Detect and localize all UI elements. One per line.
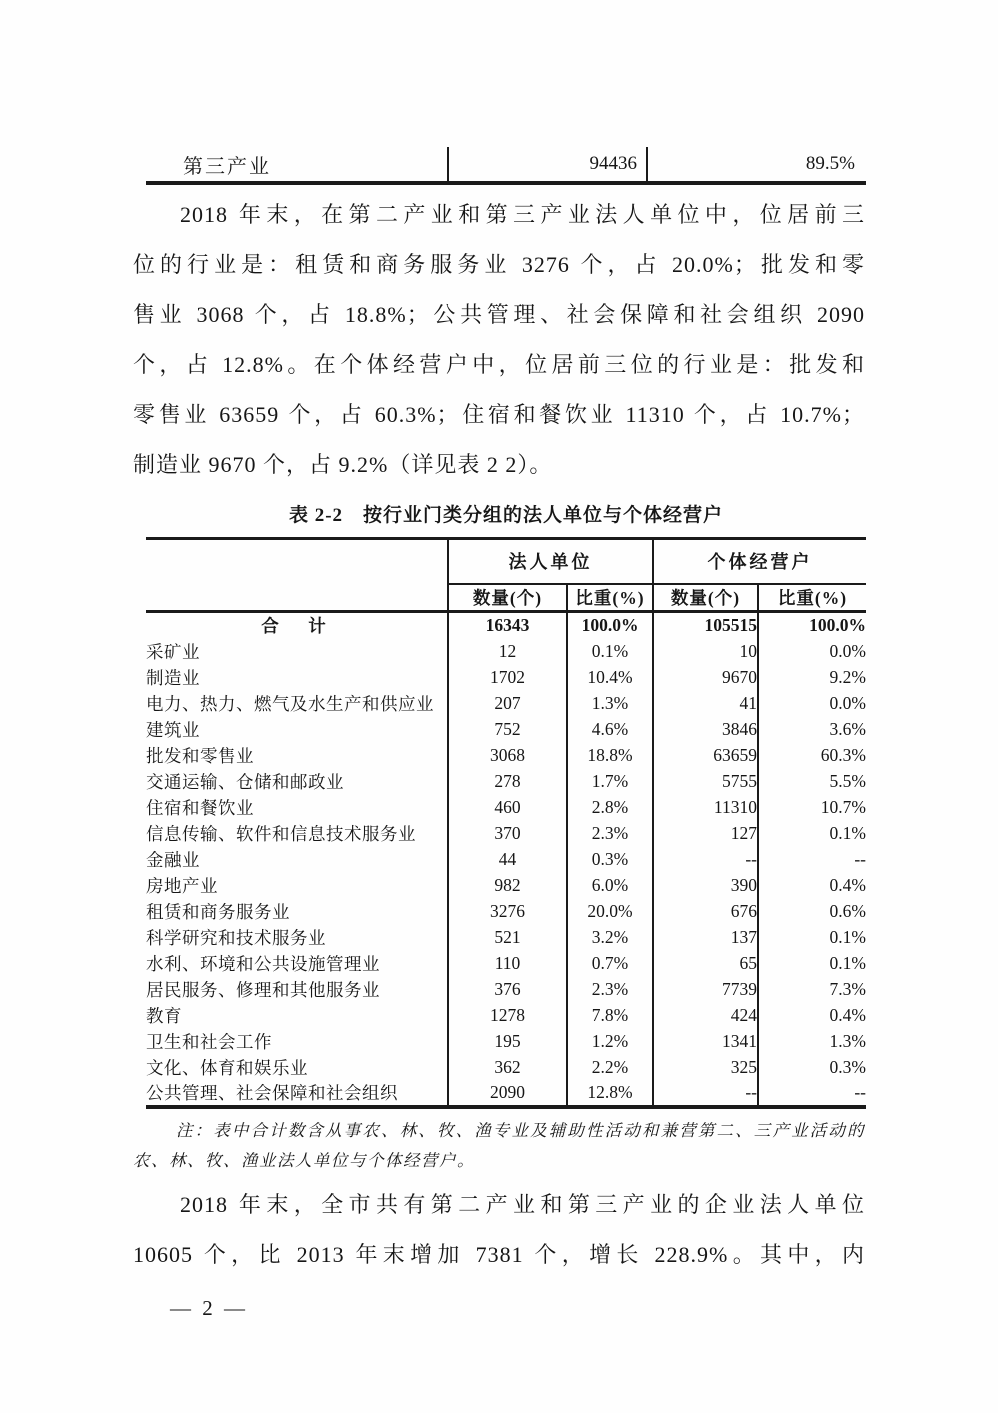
- legal-count-cell: 16343: [448, 612, 567, 639]
- indiv-count-cell: 11310: [653, 794, 758, 820]
- indiv-count-cell: 9670: [653, 664, 758, 690]
- legal-count-cell: 376: [448, 976, 567, 1002]
- table-row: [146, 147, 866, 181]
- note-line: 注：表中合计数含从事农、林、牧、渔专业及辅助性活动和兼营第二、三产业活动的: [176, 1121, 865, 1140]
- indiv-share-cell: 0.4%: [758, 1002, 866, 1028]
- indiv-count-cell: 3846: [653, 716, 758, 742]
- legal-count-cell: 207: [448, 690, 567, 716]
- col-header-legal-count: 数量(个): [448, 584, 567, 612]
- col-header-indiv-count: 数量(个): [653, 584, 758, 612]
- indiv-count-cell: --: [653, 1080, 758, 1107]
- table-row: [146, 768, 866, 794]
- industry-cell: 水利、环境和公共设施管理业: [146, 953, 380, 974]
- industry-cell: 批发和零售业: [146, 745, 254, 766]
- table-row: [146, 794, 866, 820]
- table-row: [146, 1002, 866, 1028]
- legal-share-cell: 12.8%: [567, 1080, 653, 1107]
- paragraph-line: 2018 年末，全市共有第二产业和第三产业的企业法人单位: [180, 1192, 865, 1217]
- table-row: [146, 716, 866, 742]
- legal-count-cell: 278: [448, 768, 567, 794]
- legal-count-cell: 752: [448, 716, 567, 742]
- legal-share-cell: 18.8%: [567, 742, 653, 768]
- industry-cell: 文化、体育和娱乐业: [146, 1057, 308, 1078]
- industry-table-body: [146, 612, 866, 1108]
- table-row: [146, 1054, 866, 1080]
- group-header-legal-entities: 法人单位: [448, 539, 653, 584]
- legal-share-cell: 1.7%: [567, 768, 653, 794]
- indiv-count-cell: 676: [653, 898, 758, 924]
- industry-cell: 采矿业: [146, 641, 200, 662]
- col-header-legal-share: 比重(%): [567, 584, 653, 612]
- indiv-count-cell: 390: [653, 872, 758, 898]
- legal-share-cell: 10.4%: [567, 664, 653, 690]
- table-row: [146, 846, 866, 872]
- legal-count-cell: 370: [448, 820, 567, 846]
- share-cell: 89.5%: [805, 153, 855, 174]
- table-title: 表 2-2 按行业门类分组的法人单位与个体经营户: [288, 505, 724, 526]
- legal-count-cell: 521: [448, 924, 567, 950]
- legal-share-cell: 4.6%: [567, 716, 653, 742]
- indiv-count-cell: 41: [653, 690, 758, 716]
- legal-count-cell: 3068: [448, 742, 567, 768]
- table-row: [146, 612, 866, 639]
- page-number: — 2 —: [170, 1296, 248, 1320]
- indiv-count-cell: 5755: [653, 768, 758, 794]
- table-row: [146, 950, 866, 976]
- legal-count-cell: 1702: [448, 664, 567, 690]
- count-cell: 94436: [449, 147, 648, 181]
- indiv-share-cell: 0.1%: [758, 820, 866, 846]
- indiv-count-cell: 7739: [653, 976, 758, 1002]
- industry-cell: 住宿和餐饮业: [146, 797, 254, 818]
- indiv-share-cell: 1.3%: [758, 1028, 866, 1054]
- indiv-count-cell: 127: [653, 820, 758, 846]
- legal-share-cell: 1.2%: [567, 1028, 653, 1054]
- table-row: [146, 924, 866, 950]
- table-row: [146, 976, 866, 1002]
- legal-count-cell: 362: [448, 1054, 567, 1080]
- indiv-count-cell: --: [653, 846, 758, 872]
- legal-share-cell: 7.8%: [567, 1002, 653, 1028]
- legal-share-cell: 2.8%: [567, 794, 653, 820]
- indiv-share-cell: 100.0%: [758, 612, 866, 639]
- legal-share-cell: 2.3%: [567, 976, 653, 1002]
- indiv-share-cell: --: [758, 1080, 866, 1107]
- industry-cell: 公共管理、社会保障和社会组织: [146, 1083, 398, 1103]
- indiv-share-cell: 60.3%: [758, 742, 866, 768]
- table-row: [146, 820, 866, 846]
- industry-cell: 居民服务、修理和其他服务业: [146, 979, 380, 1000]
- indiv-share-cell: 7.3%: [758, 976, 866, 1002]
- legal-share-cell: 3.2%: [567, 924, 653, 950]
- group-header-individual-businesses: 个体经营户: [653, 539, 866, 584]
- legal-count-cell: 110: [448, 950, 567, 976]
- industry-cell: 电力、热力、燃气及水生产和供应业: [146, 693, 434, 714]
- indiv-share-cell: 0.0%: [758, 690, 866, 716]
- indiv-count-cell: 137: [653, 924, 758, 950]
- indiv-share-cell: 3.6%: [758, 716, 866, 742]
- legal-share-cell: 2.2%: [567, 1054, 653, 1080]
- legal-count-cell: 2090: [448, 1080, 567, 1107]
- indiv-share-cell: 0.3%: [758, 1054, 866, 1080]
- table-row: [146, 690, 866, 716]
- paragraph-line: 售业 3068 个，占 18.8%；公共管理、社会保障和社会组织 2090: [133, 302, 865, 327]
- industry-cell: 卫生和社会工作: [146, 1031, 272, 1052]
- legal-count-cell: 12: [448, 638, 567, 664]
- legal-share-cell: 0.3%: [567, 846, 653, 872]
- previous-table-fragment: [146, 147, 866, 185]
- indiv-share-cell: 0.4%: [758, 872, 866, 898]
- paragraph-2: [133, 1180, 865, 1280]
- legal-count-cell: 460: [448, 794, 567, 820]
- indiv-count-cell: 1341: [653, 1028, 758, 1054]
- industry-cell: 建筑业: [146, 719, 200, 740]
- industry-cell: 金融业: [146, 849, 200, 870]
- indiv-count-cell: 10: [653, 638, 758, 664]
- paragraph-line: 个，占 12.8%。在个体经营户中，位居前三位的行业是：批发和: [133, 352, 865, 377]
- table-row: [146, 638, 866, 664]
- legal-count-cell: 3276: [448, 898, 567, 924]
- paragraph-line: 位的行业是：租赁和商务服务业 3276 个，占 20.0%；批发和零: [133, 252, 865, 277]
- legal-share-cell: 2.3%: [567, 820, 653, 846]
- table-row: [146, 872, 866, 898]
- industry-cell: 房地产业: [146, 875, 218, 896]
- indiv-count-cell: 105515: [653, 612, 758, 639]
- legal-share-cell: 0.1%: [567, 638, 653, 664]
- paragraph-line: 制造业 9670 个，占 9.2%（详见表 2 2）。: [133, 452, 553, 477]
- indiv-count-cell: 63659: [653, 742, 758, 768]
- legal-share-cell: 6.0%: [567, 872, 653, 898]
- corner-cell: [146, 539, 448, 612]
- legal-share-cell: 20.0%: [567, 898, 653, 924]
- table-row: [146, 1028, 866, 1054]
- legal-count-cell: 44: [448, 846, 567, 872]
- group-header-row: [146, 539, 866, 584]
- industry-cell: 第三产业: [146, 147, 449, 181]
- paragraph-line: 2018 年末，在第二产业和第三产业法人单位中，位居前三: [180, 202, 865, 227]
- industry-table: [146, 537, 866, 1109]
- industry-cell: 合 计: [146, 612, 448, 639]
- indiv-count-cell: 325: [653, 1054, 758, 1080]
- paragraph-line: 零售业 63659 个，占 60.3%；住宿和餐饮业 11310 个，占 10.7%；: [133, 402, 865, 427]
- indiv-share-cell: 0.1%: [758, 924, 866, 950]
- legal-count-cell: 195: [448, 1028, 567, 1054]
- table-row: [146, 898, 866, 924]
- legal-share-cell: 0.7%: [567, 950, 653, 976]
- paragraph-line: 10605 个，比 2013 年末增加 7381 个，增长 228.9%。其中，内: [133, 1242, 865, 1267]
- indiv-share-cell: 0.6%: [758, 898, 866, 924]
- industry-cell: 租赁和商务服务业: [146, 901, 290, 922]
- industry-cell: 交通运输、仓储和邮政业: [146, 771, 344, 792]
- indiv-count-cell: 65: [653, 950, 758, 976]
- legal-share-cell: 1.3%: [567, 690, 653, 716]
- legal-count-cell: 1278: [448, 1002, 567, 1028]
- legal-share-cell: 100.0%: [567, 612, 653, 639]
- industry-cell: 制造业: [146, 667, 200, 688]
- indiv-share-cell: 9.2%: [758, 664, 866, 690]
- indiv-share-cell: 10.7%: [758, 794, 866, 820]
- indiv-share-cell: 0.1%: [758, 950, 866, 976]
- indiv-share-cell: 5.5%: [758, 768, 866, 794]
- table-note: [133, 1116, 865, 1176]
- industry-cell: 科学研究和技术服务业: [146, 927, 326, 948]
- table-row: [146, 1080, 866, 1107]
- industry-cell: 信息传输、软件和信息技术服务业: [146, 823, 416, 844]
- indiv-share-cell: 0.0%: [758, 638, 866, 664]
- col-header-indiv-share: 比重(%): [758, 584, 866, 612]
- indiv-share-cell: --: [758, 846, 866, 872]
- indiv-count-cell: 424: [653, 1002, 758, 1028]
- table-row: [146, 742, 866, 768]
- industry-cell: 教育: [146, 1005, 182, 1026]
- table-row: [146, 664, 866, 690]
- paragraph-1: [133, 190, 865, 490]
- legal-count-cell: 982: [448, 872, 567, 898]
- note-line: 农、林、牧、渔业法人单位与个体经营户。: [133, 1151, 475, 1170]
